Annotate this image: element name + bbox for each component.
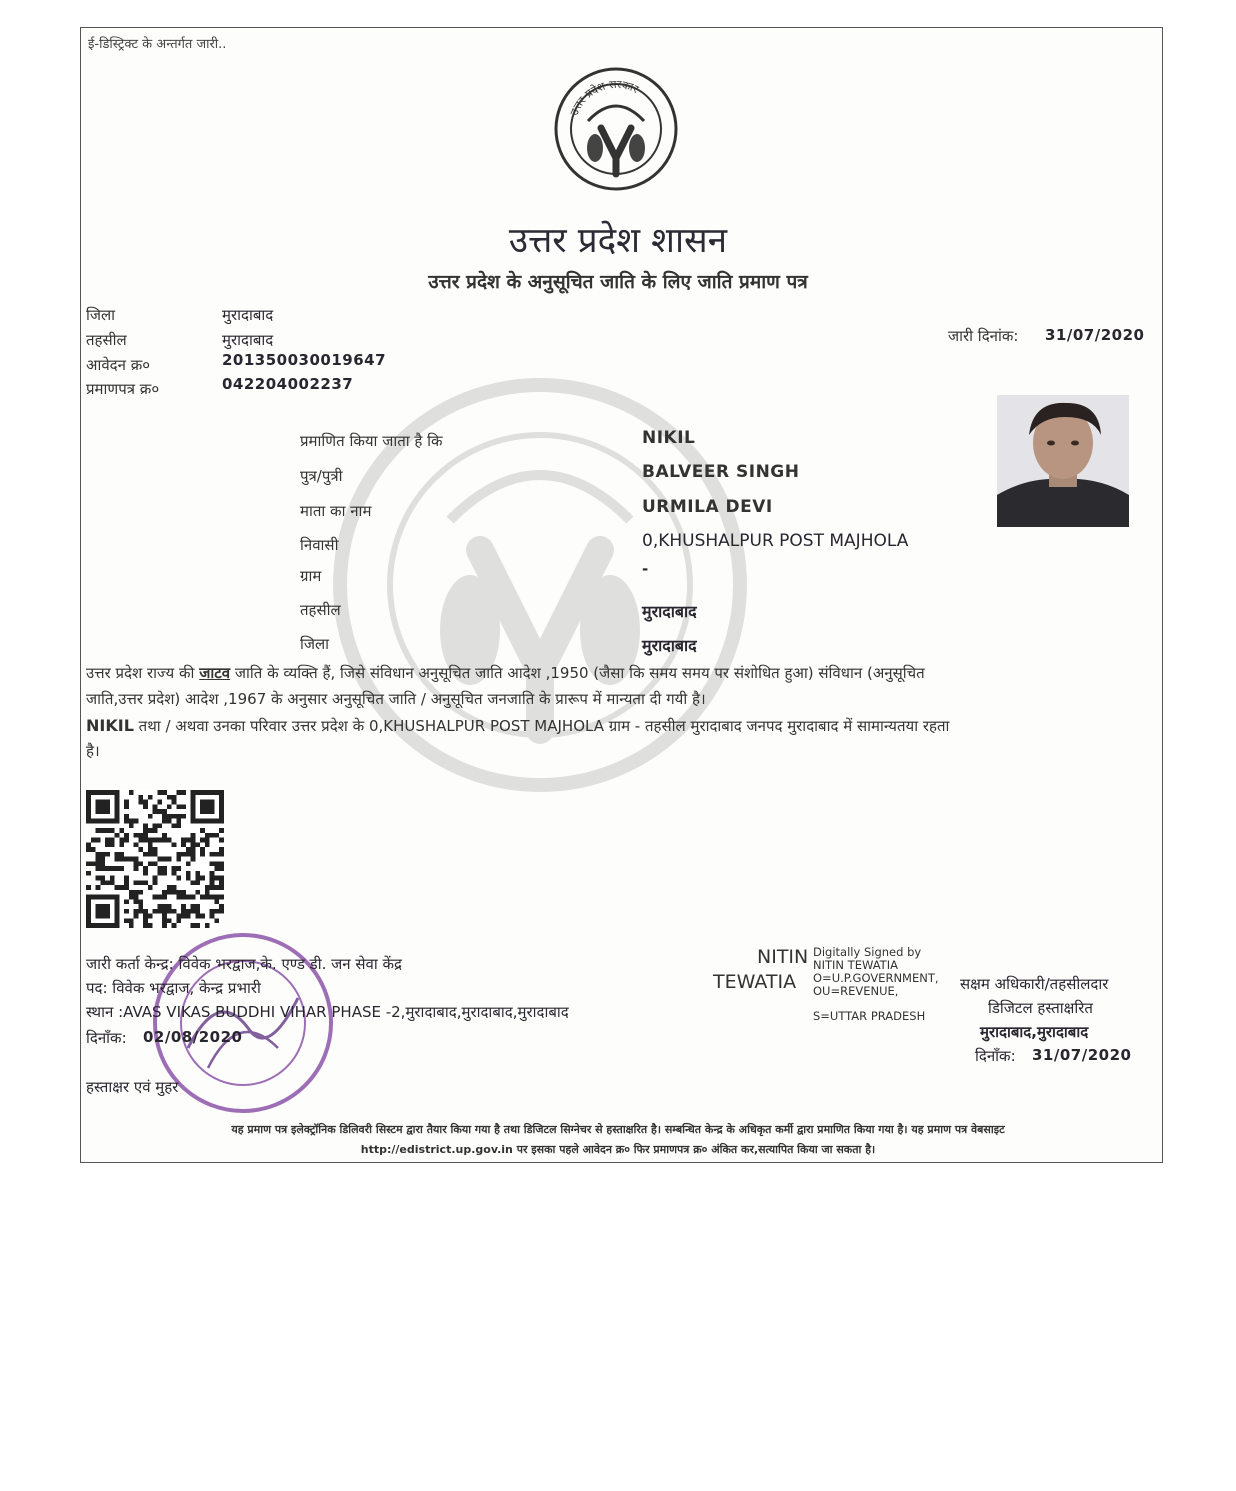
tehsil-label: तहसील	[86, 331, 127, 349]
certificate-value: 042204002237	[222, 375, 354, 393]
detail-label: तहसील	[300, 601, 341, 619]
detail-value-residence: 0,KHUSHALPUR POST MAJHOLA	[642, 531, 909, 551]
issuer-date-label: दिनाँक:	[86, 1029, 127, 1047]
detail-label: पुत्र/पुत्री	[300, 467, 343, 485]
body-line-2: जाति,उत्तर प्रदेश) आदेश ,1967 के अनुसार अनुसूचित जाति / अनुसूचित जनजाति के प्रारूप में मान्यता दी गयी है।	[86, 690, 706, 708]
detail-value-name: NIKIL	[642, 428, 696, 448]
digital-signature-details: Digitally Signed by NITIN TEWATIA O=U.P.GOVERNMENT, OU=REVENUE, S=UTTAR PRADESH	[813, 945, 939, 1023]
tehsil-value: मुरादाबाद	[222, 331, 274, 349]
issuer-post: पद: विवेक भरद्वाज, केन्द्र प्रभारी	[86, 979, 261, 997]
detail-value-parent: BALVEER SINGH	[642, 462, 800, 482]
detail-label: निवासी	[300, 536, 339, 554]
authority-sign: डिजिटल हस्ताक्षरित	[988, 999, 1093, 1017]
body-line-1: उत्तर प्रदेश राज्य की जाटव जाति के व्यक्ति हैं, जिसे संविधान अनुसूचित जाति आदेश ,1950 (जैसा कि समय समय पर संशोधित हुआ) संविधान (अनुसूचित	[86, 664, 925, 682]
qr-code-icon	[86, 790, 224, 928]
authority-date-value: 31/07/2020	[1032, 1046, 1132, 1064]
detail-value-district: मुरादाबाद	[642, 636, 697, 655]
footer-line-2: http://edistrict.up.gov.in पर इसका पहले आवेदन क्र० फिर प्रमाणपत्र क्र० अंकित कर,सत्यापित किया जा सकता है।	[360, 1143, 876, 1156]
applicant-photo	[997, 395, 1129, 527]
issuer-place: स्थान :AVAS VIKAS BUDDHI VIHAR PHASE -2,मुरादाबाद,मुरादाबाद,मुरादाबाद	[86, 1003, 569, 1021]
sign-label: हस्ताक्षर एवं मुहर	[86, 1078, 179, 1096]
up-government-emblem-icon	[553, 66, 679, 192]
signer-name-line-1: NITIN	[757, 946, 809, 968]
authority-title: सक्षम अधिकारी/तहसीलदार	[960, 975, 1109, 993]
signer-name-line-2: TEWATIA	[713, 971, 797, 993]
detail-value-mother: URMILA DEVI	[642, 497, 773, 517]
body-line-4: है।	[86, 742, 100, 760]
detail-value-village: -	[642, 560, 649, 578]
caste-name: जाटव	[199, 664, 231, 682]
page-subtitle: उत्तर प्रदेश के अनुसूचित जाति के लिए जाति प्रमाण पत्र	[428, 271, 808, 293]
detail-label: ग्राम	[300, 567, 322, 585]
issue-date-label: जारी दिनांक:	[948, 327, 1019, 345]
application-label: आवेदन क्र०	[86, 356, 151, 374]
issue-date-value: 31/07/2020	[1045, 326, 1145, 344]
detail-value-tehsil: मुरादाबाद	[642, 602, 697, 621]
page-title: उत्तर प्रदेश शासन	[508, 221, 728, 261]
issuer-center: जारी कर्ता केन्द्र: विवेक भरद्वाज,के. एण्ड डी. जन सेवा केंद्र	[86, 955, 402, 973]
authority-place: मुरादाबाद,मुरादाबाद	[980, 1023, 1089, 1041]
detail-label: माता का नाम	[300, 502, 372, 520]
issuer-date-value: 02/08/2020	[143, 1028, 243, 1046]
body-line-3: NIKIL तथा / अथवा उनका परिवार उत्तर प्रदेश के 0,KHUSHALPUR POST MAJHOLA ग्राम - तहसील मुरादाबाद जनपद मुरादाबाद में सामान्यतया रहता	[86, 716, 950, 735]
top-note: ई-डिस्ट्रिक्ट के अन्तर्गत जारी..	[88, 37, 227, 52]
detail-label: जिला	[300, 635, 330, 653]
footer-line-1: यह प्रमाण पत्र इलेक्ट्रॉनिक डिलिवरी सिस्टम द्वारा तैयार किया गया है तथा डिजिटल सिग्नेचर से हस्ताक्षरित है। सम्बन्धित केन्द्र के अधिकृत कर्मी द्वारा प्रमाणित किया गया है। यह प्रमाण पत्र वेबसाइट	[231, 1123, 1005, 1136]
detail-label: प्रमाणित किया जाता है कि	[300, 432, 443, 450]
certificate-label: प्रमाणपत्र क्र०	[86, 380, 160, 398]
authority-date-label: दिनाँक:	[975, 1047, 1016, 1065]
emblem-text: उत्तर प्रदेश सरकार	[567, 77, 641, 118]
district-label: जिला	[86, 306, 116, 324]
district-value: मुरादाबाद	[222, 306, 274, 324]
application-value: 201350030019647	[222, 351, 387, 369]
